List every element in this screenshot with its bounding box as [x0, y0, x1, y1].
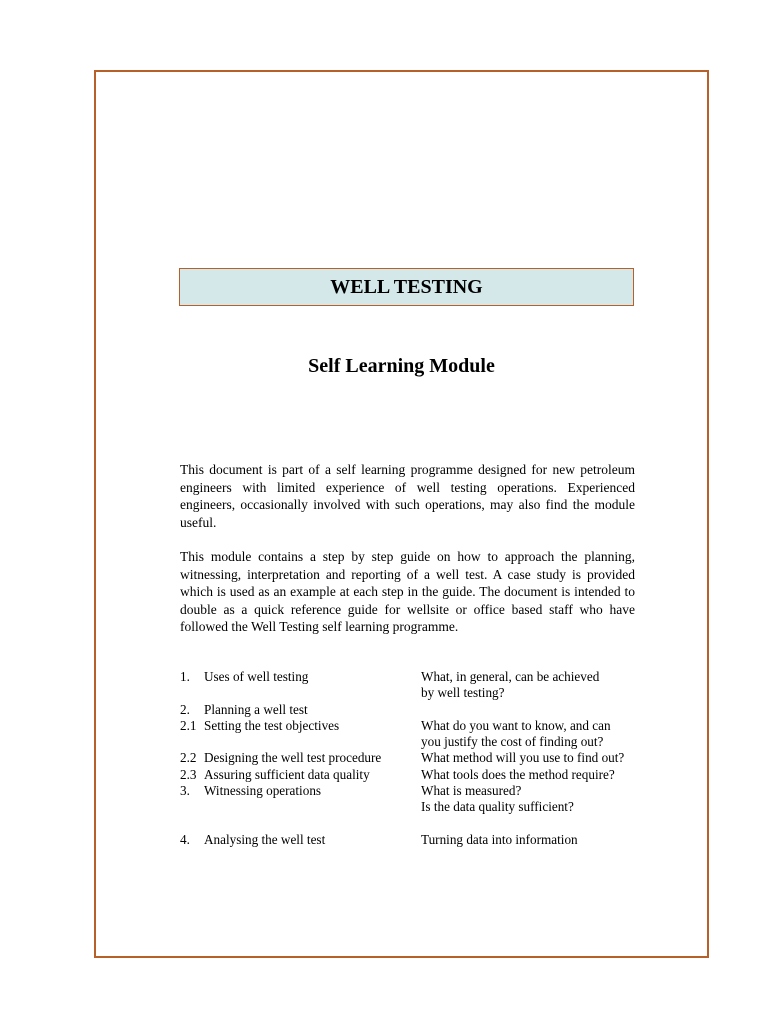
toc-row	[180, 750, 650, 766]
toc-description: Is the data quality sufficient?	[421, 799, 574, 815]
toc-row	[180, 702, 650, 718]
toc-description: Turning data into information	[421, 831, 578, 847]
page-subtitle: Self Learning Module	[308, 355, 495, 377]
toc-number: 4.	[180, 831, 190, 847]
toc-row	[180, 685, 650, 701]
toc-label: Witnessing operations	[204, 783, 322, 799]
toc-row	[180, 832, 650, 848]
toc-row	[180, 799, 650, 815]
toc-row	[180, 783, 650, 799]
toc-description: you justify the cost of finding out?	[421, 734, 604, 750]
toc-row	[180, 734, 650, 750]
toc-row	[180, 718, 650, 734]
toc-number: 3.	[180, 783, 190, 799]
module-paragraph: This module contains a step by step guide on how to approach the planning, witnessing, interpretation and reporting of a well test. A case study is provided which is used as an example at each step in the guide. The document is intended to double as a quick reference guide for wellsite or office based staff who have followed the Well Testing self learning programme.	[180, 549, 635, 634]
toc-number: 1.	[180, 669, 190, 684]
toc-label: Uses of well testing	[204, 669, 309, 684]
toc-description: What method will you use to find out?	[421, 750, 625, 766]
toc-number: 2.1	[180, 717, 197, 733]
toc-number: 2.2	[180, 750, 197, 766]
page-title: WELL TESTING	[330, 275, 483, 298]
toc-description: by well testing?	[421, 685, 505, 701]
toc-description: What tools does the method require?	[421, 766, 615, 782]
toc-description: What is measured?	[421, 783, 522, 799]
toc-label: Setting the test objectives	[204, 717, 340, 733]
intro-paragraph: This document is part of a self learning programme designed for new petroleum engineers with limited experience of well testing operations. Experienced engineers, occasionally involved with such operations, may also find the module useful.	[180, 462, 635, 530]
toc-row	[180, 669, 650, 685]
toc-row	[180, 767, 650, 783]
title-box	[179, 268, 634, 306]
contents-list	[180, 669, 650, 848]
toc-number: 2.3	[180, 766, 197, 782]
toc-label: Assuring sufficient data quality	[204, 766, 370, 782]
toc-description: What do you want to know, and can	[421, 717, 611, 733]
toc-spacer	[180, 816, 650, 832]
toc-label: Analysing the well test	[204, 831, 326, 847]
toc-label: Planning a well test	[204, 701, 308, 717]
toc-number: 2.	[180, 701, 190, 717]
toc-label: Designing the well test procedure	[204, 750, 382, 766]
toc-description: What, in general, can be achieved	[421, 669, 600, 684]
